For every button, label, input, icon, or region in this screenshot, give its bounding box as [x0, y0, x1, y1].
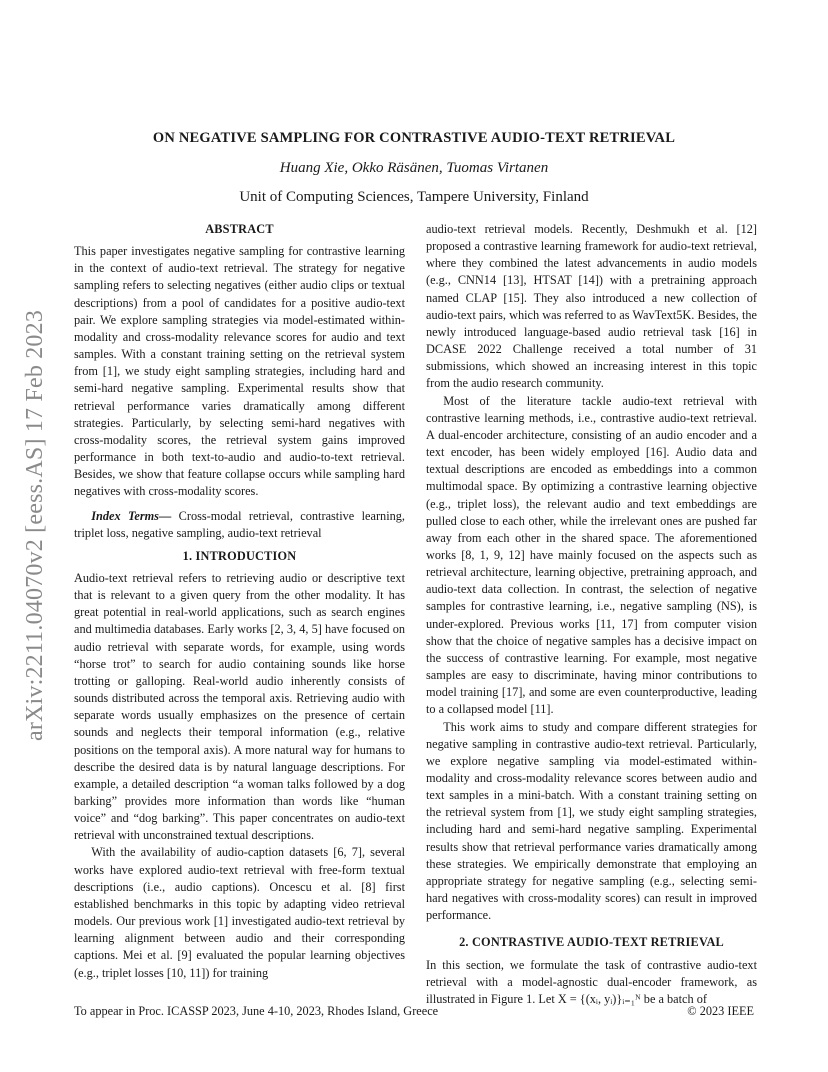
index-terms	[74, 508, 405, 542]
arxiv-side-stamp	[20, 280, 52, 770]
paper-authors: Huang Xie, Okko Räsänen, Tuomas Virtanen	[279, 160, 549, 176]
intro-paragraph-1: Audio-text retrieval refers to retrieving audio or descriptive text that is relevant to a given query from the other modality. It has great potential in real-world applications, such as search engines and multimedia databases. Early works [2, 3, 4, 5] have focused on audio retrieval with separate words, for example, using words “horse trot” to search for audio containing sounds like horse trotting or galloping. Real-world audio inherently consists of sounds distributed across the temporal axis. Retrieving audio with separate words usually emphasizes on the presence of certain sounds and neglects their temporal information (e.g., relative positions on the temporal axis). A more natural way for humans to describe the desired data is by natural language descriptions. For example, a detailed description “a woman talks followed by a dog barking” provides more information than words like “human voice” and “dog barking”. This paper concentrates on audio-text retrieval with unconstrained textual descriptions.	[74, 570, 405, 843]
index-terms-label: Index Terms—	[91, 508, 172, 523]
intro-heading: 1. INTRODUCTION	[182, 548, 297, 563]
arxiv-id-text: arXiv:2211.04070v2 [eess.AS] 17 Feb 2023	[22, 309, 49, 741]
section-2-heading: 2. CONTRASTIVE AUDIO-TEXT RETRIEVAL	[459, 935, 724, 950]
intro-paragraph-2: With the availability of audio-caption datasets [6, 7], several works have explored audio-text retrieval with free-form textual descriptions (i.e., audio captions). Oncescu et al. [8] first established benchmarks in this topic by adapting video retrieval models. Our previous work [1] investigated audio-text retrieval by learning alignment between audio and their corresponding captions. Mei et al. [9] evaluated the popular learning objectives (e.g., triplet losses [10, 11]) for training	[74, 845, 405, 980]
intro-paragraph-2-continued: audio-text retrieval models. Recently, Deshmukh et al. [12] proposed a contrastive learning framework for audio-text retrieval, where they combined the latest advancements in audio models (e.g., CNN14 [13], HTSAT [14]) with a pretraining approach named CLAP [15]. They also introduced a new collection of audio-text pairs, which was referred to as WavText5K. Besides, the newly introduced language-based audio retrieval task [16] in DCASE 2022 Challenge received a total number of 31 submissions, which showed an increasing interest in this topic from the audio research community.	[426, 222, 757, 391]
intro-paragraph-3: Most of the literature tackle audio-text retrieval with contrastive learning methods, i.e., contrastive audio-text retrieval. A dual-encoder architecture, consisting of an audio encoder and a text encoder, has been widely employed [16]. Audio data and textual descriptions are encoded as embeddings into a common multimodal space. By optimizing a contrastive learning objective (e.g., triplet loss), the relevant audio and text embeddings are pulled close to each other, while the irrelevant ones are pushed far away from each other in the shared space. The aforementioned works [8, 1, 9, 12] have mainly focused on the aspects such as retrieval architecture, learning objective, pretraining approach, and audio-text data collection. In contrast, the selection of negative samples for contrastive learning, i.e., negative sampling (NS), is under-explored. Previous works [11, 17] from computer vision show that the choice of negative samples has a decisive impact on the success of contrastive learning. For example, most negative samples are easy to discriminate, having minor contributions to model training [17], and some are even counterproductive, leading to a collapsed model [11].	[426, 393, 757, 717]
left-column	[74, 221, 405, 982]
intro-paragraph-4: This work aims to study and compare different strategies for negative sampling in contrastive audio-text retrieval. Particularly, we explore negative sampling via model-estimated within-modality and cross-modality relevance scores between audio and text samples in a mini-batch. With a constant training setting on the retrieval system from [1], we study eight sampling strategies, including hard and semi-hard negative sampling. Experimental results show that retrieval performance varies dramatically among these strategies. We empirically demonstrate that employing an appropriate strategy for negative sampling (e.g., selecting semi-hard negatives with cross-modality scores) can result in improved performance.	[426, 719, 757, 923]
index-terms-text: Cross-modal retrieval, contrastive learning, triplet loss, negative sampling, audio-text retrieval	[74, 508, 405, 540]
abstract-text: This paper investigates negative sampling for contrastive learning in the context of audio-text retrieval. The strategy for negative sampling refers to selecting negatives (either audio clips or textual descriptions) from a pool of candidates for a positive audio-text pair. We explore sampling strategies via model-estimated within-modality and cross-modality relevance scores for audio and text samples. With a constant training setting on the retrieval system from [1], we study eight sampling strategies, including hard and semi-hard negative sampling. Experimental results show that retrieval performance varies dramatically among different strategies. Particularly, by selecting semi-hard negatives with cross-modality scores, the retrieval system gains improved performance in both text-to-audio and audio-to-text retrieval. Besides, we show that feature collapse occurs while sampling hard negatives with cross-modality scores.	[74, 244, 405, 499]
paper-affiliation: Unit of Computing Sciences, Tampere University, Finland	[239, 189, 589, 205]
right-column	[426, 221, 757, 1008]
footer-venue: To appear in Proc. ICASSP 2023, June 4-10, 2023, Rhodes Island, Greece	[74, 1004, 439, 1018]
footer-copyright: © 2023 IEEE	[687, 1004, 754, 1018]
section-2-paragraph-1: In this section, we formulate the task of contrastive audio-text retrieval with a model-agnostic dual-encoder framework, as illustrated in Figure 1. Let X = {(xᵢ, yᵢ)}ᵢ₌₁ᴺ be a batch of	[426, 957, 757, 1006]
paper-title: ON NEGATIVE SAMPLING FOR CONTRASTIVE AUDIO-TEXT RETRIEVAL	[152, 130, 676, 146]
abstract-heading: ABSTRACT	[205, 222, 274, 236]
